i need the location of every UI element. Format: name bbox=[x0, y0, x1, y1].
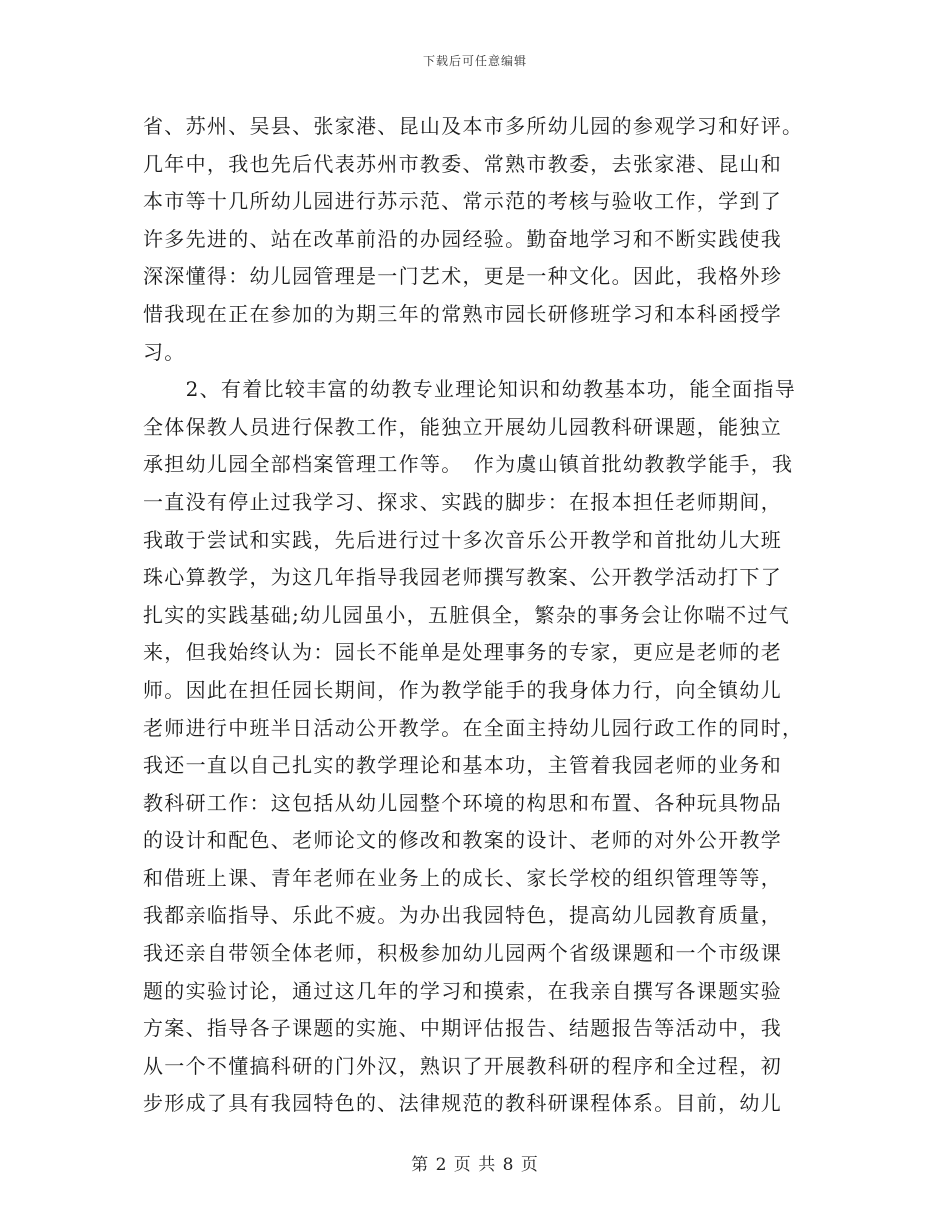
body-line: 深深懂得：幼儿园管理是一门艺术，更是一种文化。因此，我格外珍 bbox=[143, 264, 782, 289]
document-body bbox=[143, 108, 823, 1123]
body-line: 方案、指导各子课题的实施、中期评估报告、结题报告等活动中，我 bbox=[143, 1016, 782, 1041]
body-line: 题的实验讨论，通过这几年的学习和摸索，在我亲自撰写各课题实验 bbox=[143, 978, 782, 1003]
body-line: 师。因此在担任园长期间，作为教学能手的我身体力行，向全镇幼儿 bbox=[143, 677, 782, 702]
body-line: 全体保教人员进行保教工作，能独立开展幼儿园教科研课题，能独立 bbox=[143, 414, 782, 439]
body-line: 我都亲临指导、乐此不疲。为办出我园特色，提高幼儿园教育质量， bbox=[143, 903, 782, 928]
body-line: 一直没有停止过我学习、探求、实践的脚步：在报本担任老师期间， bbox=[143, 489, 782, 514]
body-line: 的设计和配色、老师论文的修改和教案的设计、老师的对外公开教学 bbox=[143, 828, 782, 853]
body-line: 教科研工作：这包括从幼儿园整个环境的构思和布置、各种玩具物品 bbox=[143, 790, 782, 815]
body-line: 许多先进的、站在改革前沿的办园经验。勤奋地学习和不断实践使我 bbox=[143, 226, 782, 251]
body-line: 从一个不懂搞科研的门外汉，熟识了开展教科研的程序和全过程，初 bbox=[143, 1053, 782, 1078]
page-footer: 第 2 页 共 8 页 bbox=[411, 1155, 539, 1175]
body-line: 珠心算教学，为这几年指导我园老师撰写教案、公开教学活动打下了 bbox=[143, 565, 782, 590]
body-line: 我还亲自带领全体老师，积极参加幼儿园两个省级课题和一个市级课 bbox=[143, 941, 782, 966]
body-line: 扎实的实践基础;幼儿园虽小，五脏俱全，繁杂的事务会让你喘不过气 bbox=[143, 602, 791, 627]
body-line: 和借班上课、青年老师在业务上的成长、家长学校的组织管理等等， bbox=[143, 865, 782, 890]
body-line: 省、苏州、吴县、张家港、昆山及本市多所幼儿园的参观学习和好评。 bbox=[143, 114, 804, 138]
body-line: 老师进行中班半日活动公开教学。在全面主持幼儿园行政工作的同时， bbox=[143, 715, 804, 740]
body-line: 本市等十几所幼儿园进行苏示范、常示范的考核与验收工作，学到了 bbox=[143, 189, 782, 214]
body-line: 惜我现在正在参加的为期三年的常熟市园长研修班学习和本科函授学 bbox=[143, 301, 782, 326]
page-header: 下载后可任意编辑 bbox=[422, 54, 527, 68]
body-line: 2、有着比较丰富的幼教专业理论知识和幼教基本功，能全面指导 bbox=[143, 377, 797, 402]
body-line: 我还一直以自己扎实的教学理论和基本功，主管着我园老师的业务和 bbox=[143, 753, 782, 778]
body-line: 来，但我始终认为：园长不能单是处理事务的专家，更应是老师的老 bbox=[143, 640, 782, 665]
body-line: 步形成了具有我园特色的、法律规范的教科研课程体系。目前，幼儿 bbox=[143, 1091, 782, 1116]
body-line: 习。 bbox=[143, 339, 186, 364]
body-line: 几年中，我也先后代表苏州市教委、常熟市教委，去张家港、昆山和 bbox=[143, 151, 782, 176]
body-line: 承担幼儿园全部档案管理工作等。 作为虞山镇首批幼教教学能手，我 bbox=[143, 452, 794, 477]
body-line: 我敢于尝试和实践，先后进行过十多次音乐公开教学和首批幼儿大班 bbox=[143, 527, 782, 552]
